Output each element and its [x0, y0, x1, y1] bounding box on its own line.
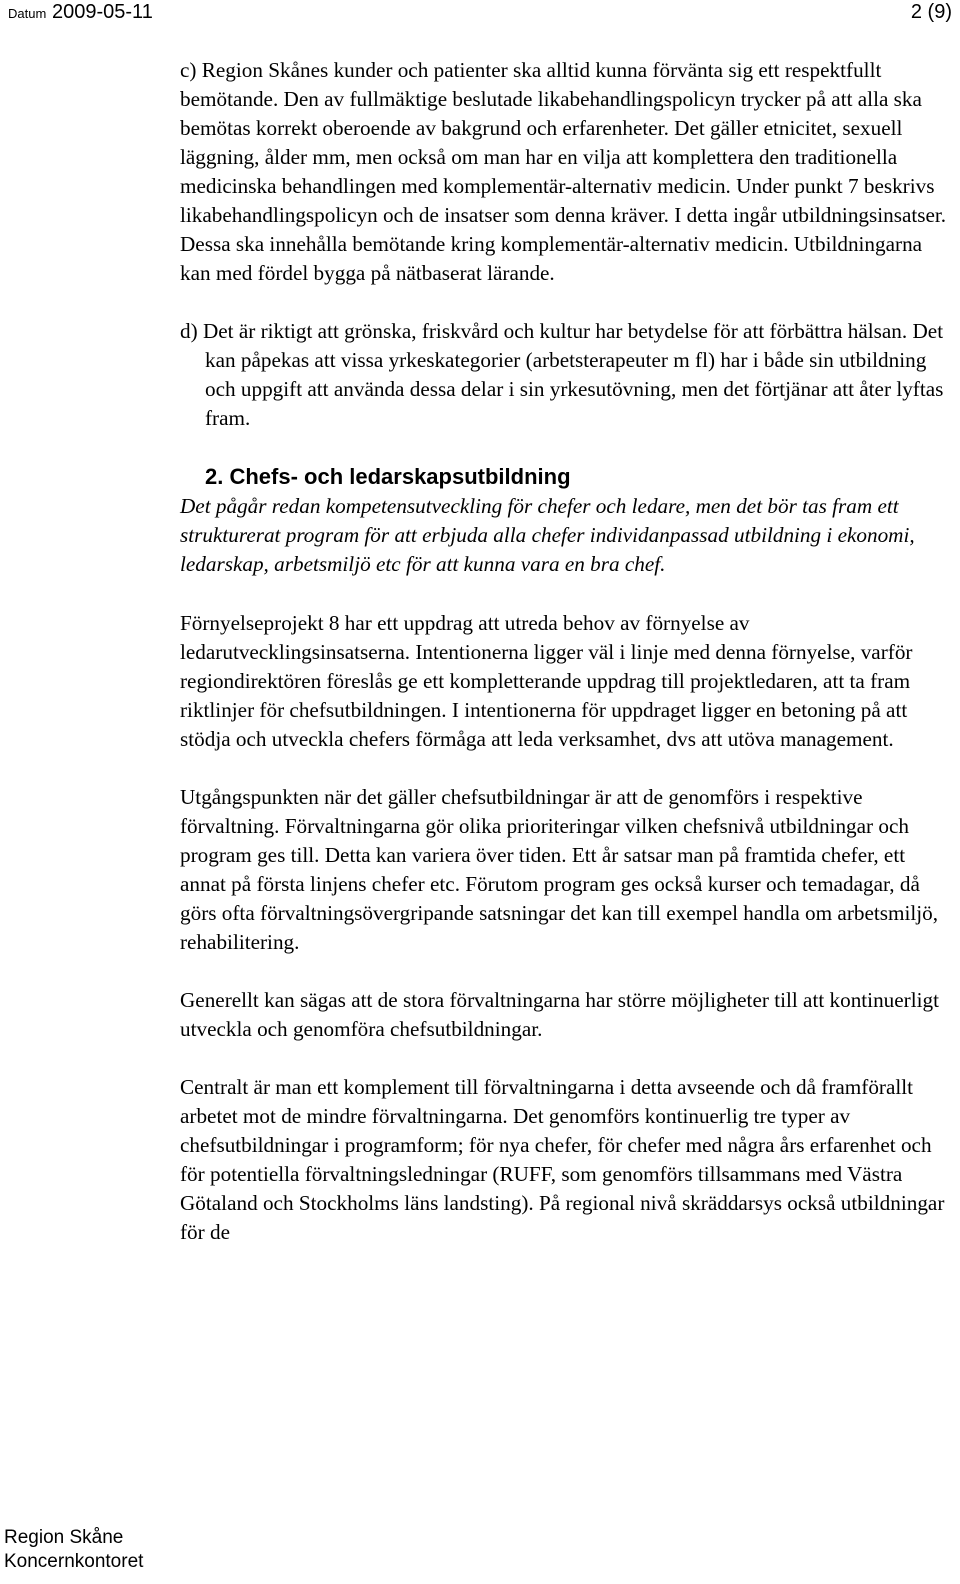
footer-organization: Region Skåne	[4, 1527, 124, 1548]
page-footer	[4, 1526, 143, 1574]
section-heading: 2. Chefs- och ledarskapsutbildning	[205, 464, 571, 489]
paragraph-starting-point: Utgångspunkten när det gäller chefsutbildningar är att de genomförs i respektive förvaltning. Förvaltningarna gör olika prioriteringar vilken chefsnivå utbildningar och program ges till. Detta kan variera över tiden. Ett år satsar man på framtida chefer, ett annat på första linjens chefer etc. Förutom program ges också kurser och temadagar, då görs ofta förvaltningsövergripande satsningar det kan till exempel handla om arbetsmiljö, rehabilitering.	[180, 785, 939, 954]
date-value: 2009-05-11	[52, 1, 153, 23]
footer-department: Koncernkontoret	[4, 1551, 144, 1572]
page-header	[0, 0, 960, 30]
paragraph-d: d) Det är riktigt att grönska, friskvård och kultur har betydelse för att förbättra hälsan. Det kan påpekas att vissa yrkeskategorier (arbetsterapeuter m fl) har i både sin utbildning och uppgift att använda dessa delar i sin yrkesutövning, men det förtjänar att åter lyftas fram.	[180, 319, 944, 430]
date-label: Datum	[8, 6, 47, 21]
paragraph-c: c) Region Skånes kunder och patienter ska alltid kunna förvänta sig ett respektfullt bemötande. Den av fullmäktige beslutade likabehandlingspolicyn trycker på att alla ska bemötas korrekt oberoende av bakgrund och erfarenheter. Det gäller etnicitet, sexuell läggning, ålder mm, men också om man har en vilja att komplettera den traditionella medicinska behandlingen med komplementär-alternativ medicin. Under punkt 7 beskrivs likabehandlingspolicyn och de insatser som denna kräver. I detta ingår utbildningsinsatser. Dessa ska innehålla bemötande kring komplementär-alternativ medicin. Utbildningarna kan med fördel bygga på nätbaserat lärande.	[180, 58, 947, 285]
document-body	[180, 56, 955, 1247]
page-number: 2 (9)	[910, 1, 952, 23]
paragraph-central: Centralt är man ett komplement till förvaltningarna i detta avseende och då framförallt arbetet mot de mindre förvaltningarna. Det genomförs kontinuerlig tre typer av chefsutbildningar i programform; för nya chefer, för chefer med några års erfarenhet och för potentiella förvaltningsledningar (RUFF, som genomförs tillsammans med Västra Götaland och Stockholms läns landsting). På regional nivå skräddarsys också utbildningar för de	[180, 1075, 945, 1244]
proposal-paragraph: Det pågår redan kompetensutveckling för chefer och ledare, men det bör tas fram ett strukturerat program för att erbjuda alla chefer individanpassad utbildning i ekonomi, ledarskap, arbetsmiljö etc för att kunna vara en bra chef.	[180, 494, 915, 576]
paragraph-general: Generellt kan sägas att de stora förvaltningarna har större möjligheter till att kontinuerligt utveckla och genomföra chefsutbildningar.	[180, 988, 939, 1041]
paragraph-renewal-project: Förnyelseprojekt 8 har ett uppdrag att utreda behov av förnyelse av ledarutvecklingsinsatserna. Intentionerna ligger väl i linje med denna förnyelse, varför regiondirektören föreslås ge ett kompletterande uppdrag till projektledaren, att ta fram riktlinjer för chefsutbildningen. I intentionerna för uppdraget ligger en betoning på att stödja och utveckla chefers förmåga att leda verksamhet, dvs att utöva management.	[180, 611, 913, 751]
